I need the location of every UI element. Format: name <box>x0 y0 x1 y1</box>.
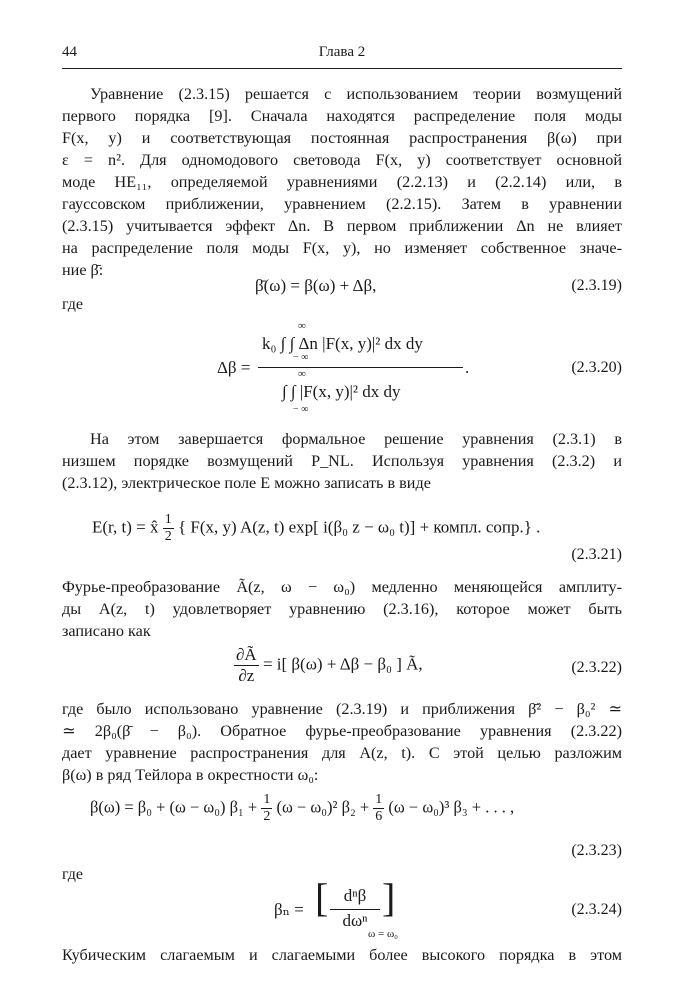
paragraph-5 <box>62 944 622 966</box>
text-line: низшем порядке возмущений P_NL. Используя уравнения (2.3.2) и <box>62 452 622 470</box>
text-line: дает уравнение распространения для A(z, t). С этой целью разложим <box>62 744 622 762</box>
fraction-numerator: ∂Ã <box>236 645 257 664</box>
text-line: (2.3.15) учитывается эффект Δn. В первом приближении Δn не влияет <box>62 217 622 235</box>
upper-limit: ∞ <box>298 320 306 332</box>
paragraph-2 <box>62 428 622 494</box>
text-line: на распределение поля моды F(x, y), но изменяет собственное значе- <box>62 239 622 257</box>
equation-rhs: = i[ β(ω) + Δβ − β₀ ] Ã, <box>262 654 423 674</box>
right-bracket: ] <box>382 875 396 920</box>
running-header <box>62 44 622 66</box>
fraction-bar <box>330 909 380 910</box>
equation-body: β̄(ω) = β(ω) + Δβ, <box>255 276 377 295</box>
fraction-denominator: ∂z <box>234 665 259 686</box>
equation-lhs: βₙ = <box>274 900 304 919</box>
equation-part: (ω − ω₀)² β₂ + <box>276 797 370 817</box>
text-line: записано как <box>62 622 151 640</box>
upper-limit: ∞ <box>298 368 306 380</box>
chapter-title: Глава 2 <box>318 44 366 60</box>
equation-lhs: E(r, t) = x̂ <box>92 517 159 537</box>
paragraph-4 <box>62 698 622 786</box>
fraction-numerator: dⁿβ <box>343 886 367 905</box>
text-line: первого порядка [9]. Сначала находятся распределение поля моды <box>62 107 622 125</box>
equation-lhs: Δβ = <box>217 358 251 377</box>
equation-body <box>234 645 423 686</box>
left-bracket: [ <box>315 875 329 920</box>
equation-part: (ω − ω₀)³ β₃ + . . . , <box>388 797 515 817</box>
fraction-denominator: 2 <box>164 529 172 544</box>
fraction-numerator: 1 <box>263 792 271 807</box>
fraction-one-half <box>261 792 272 825</box>
fraction-denominator: dωⁿ <box>342 911 368 930</box>
equation-tail: . <box>465 358 470 377</box>
equation-rhs: { F(x, y) A(z, t) exp[ i(β₀ z − ω₀ t)] + компл. сопр.} . <box>178 517 541 537</box>
equation-number: (2.3.21) <box>571 546 622 563</box>
text-line: Кубическим слагаемым и слагаемыми более высокого порядка в этом <box>62 946 622 964</box>
where-word: где <box>62 296 84 313</box>
page-number: 44 <box>62 44 77 60</box>
text-line: ние β̄: <box>62 261 104 279</box>
where-word: где <box>62 866 84 883</box>
half-fraction <box>163 512 174 545</box>
text-line: На этом завершается формальное решение уравнения (2.3.1) в <box>90 430 622 448</box>
partial-fraction <box>234 645 259 686</box>
equation-2-3-23 <box>62 790 622 838</box>
equation-2-3-23-number-line <box>62 842 622 864</box>
text-line: где было использовано уравнение (2.3.19) и приближения β̄² − β₀² ≃ <box>62 700 622 718</box>
text-line: Уравнение (2.3.15) решается с использованием теории возмущений <box>90 85 622 103</box>
equation-2-3-21-number-line <box>62 546 622 568</box>
text-line: (2.3.12), электрическое поле E можно записать в виде <box>62 474 431 492</box>
text-line: F(x, y) и соответствующая постоянная распространения β(ω) при <box>62 129 622 147</box>
lower-limit: − ∞ <box>293 404 309 415</box>
equation-2-3-19 <box>62 276 622 300</box>
equation-number: (2.3.23) <box>571 842 622 859</box>
equation-number: (2.3.20) <box>571 359 622 376</box>
equation-body <box>90 792 514 825</box>
paragraph-1 <box>62 83 622 281</box>
fraction-numerator: 1 <box>375 792 383 807</box>
text-line: моде HE₁₁, определяемой уравнениями (2.2.13) и (2.2.14) или, в <box>62 173 622 191</box>
text-line: β(ω) в ряд Тейлора в окрестности ω₀: <box>62 766 319 784</box>
fraction-denominator: 2 <box>263 809 271 824</box>
lower-limit: − ∞ <box>293 352 309 363</box>
denominator: ∫ ∫ |F(x, y)|² dx dy <box>282 382 401 401</box>
text-line: Фурье-преобразование Ã(z, ω − ω₀) медленно меняющейся амплиту- <box>62 578 622 596</box>
numerator: k₀ ∫ ∫ Δn |F(x, y)|² dx dy <box>262 334 423 353</box>
equation-2-3-24 <box>62 875 622 944</box>
text-line: гауссовском приближении, уравнением (2.2.15). Затем в уравнении <box>62 195 622 213</box>
equation-number: (2.3.22) <box>571 659 622 676</box>
evaluation-subscript: ω = ω₀ <box>368 928 399 940</box>
fraction-numerator: 1 <box>164 512 172 527</box>
paragraph-3 <box>62 576 622 642</box>
text-line: ε = n². Для одномодового световода F(x, y) соответствует основной <box>62 151 622 169</box>
header-rule <box>62 68 622 69</box>
fraction-one-sixth <box>373 792 384 825</box>
equation-number: (2.3.19) <box>571 277 622 294</box>
equation-body <box>92 512 540 545</box>
fraction-denominator: 6 <box>375 809 383 824</box>
equation-2-3-22 <box>62 645 622 695</box>
equation-2-3-20 <box>62 318 622 418</box>
fraction-bar <box>258 367 463 368</box>
equation-part: β(ω) = β₀ + (ω − ω₀) β₁ + <box>90 797 258 817</box>
equation-number: (2.3.24) <box>571 901 622 918</box>
equation-2-3-21 <box>62 500 622 544</box>
text-line: ≃ 2β₀(β̄ − β₀). Обратное фурье-преобразование уравнения (2.3.22) <box>62 722 622 740</box>
text-line: ды A(z, t) удовлетворяет уравнению (2.3.16), которое может быть <box>62 600 622 618</box>
